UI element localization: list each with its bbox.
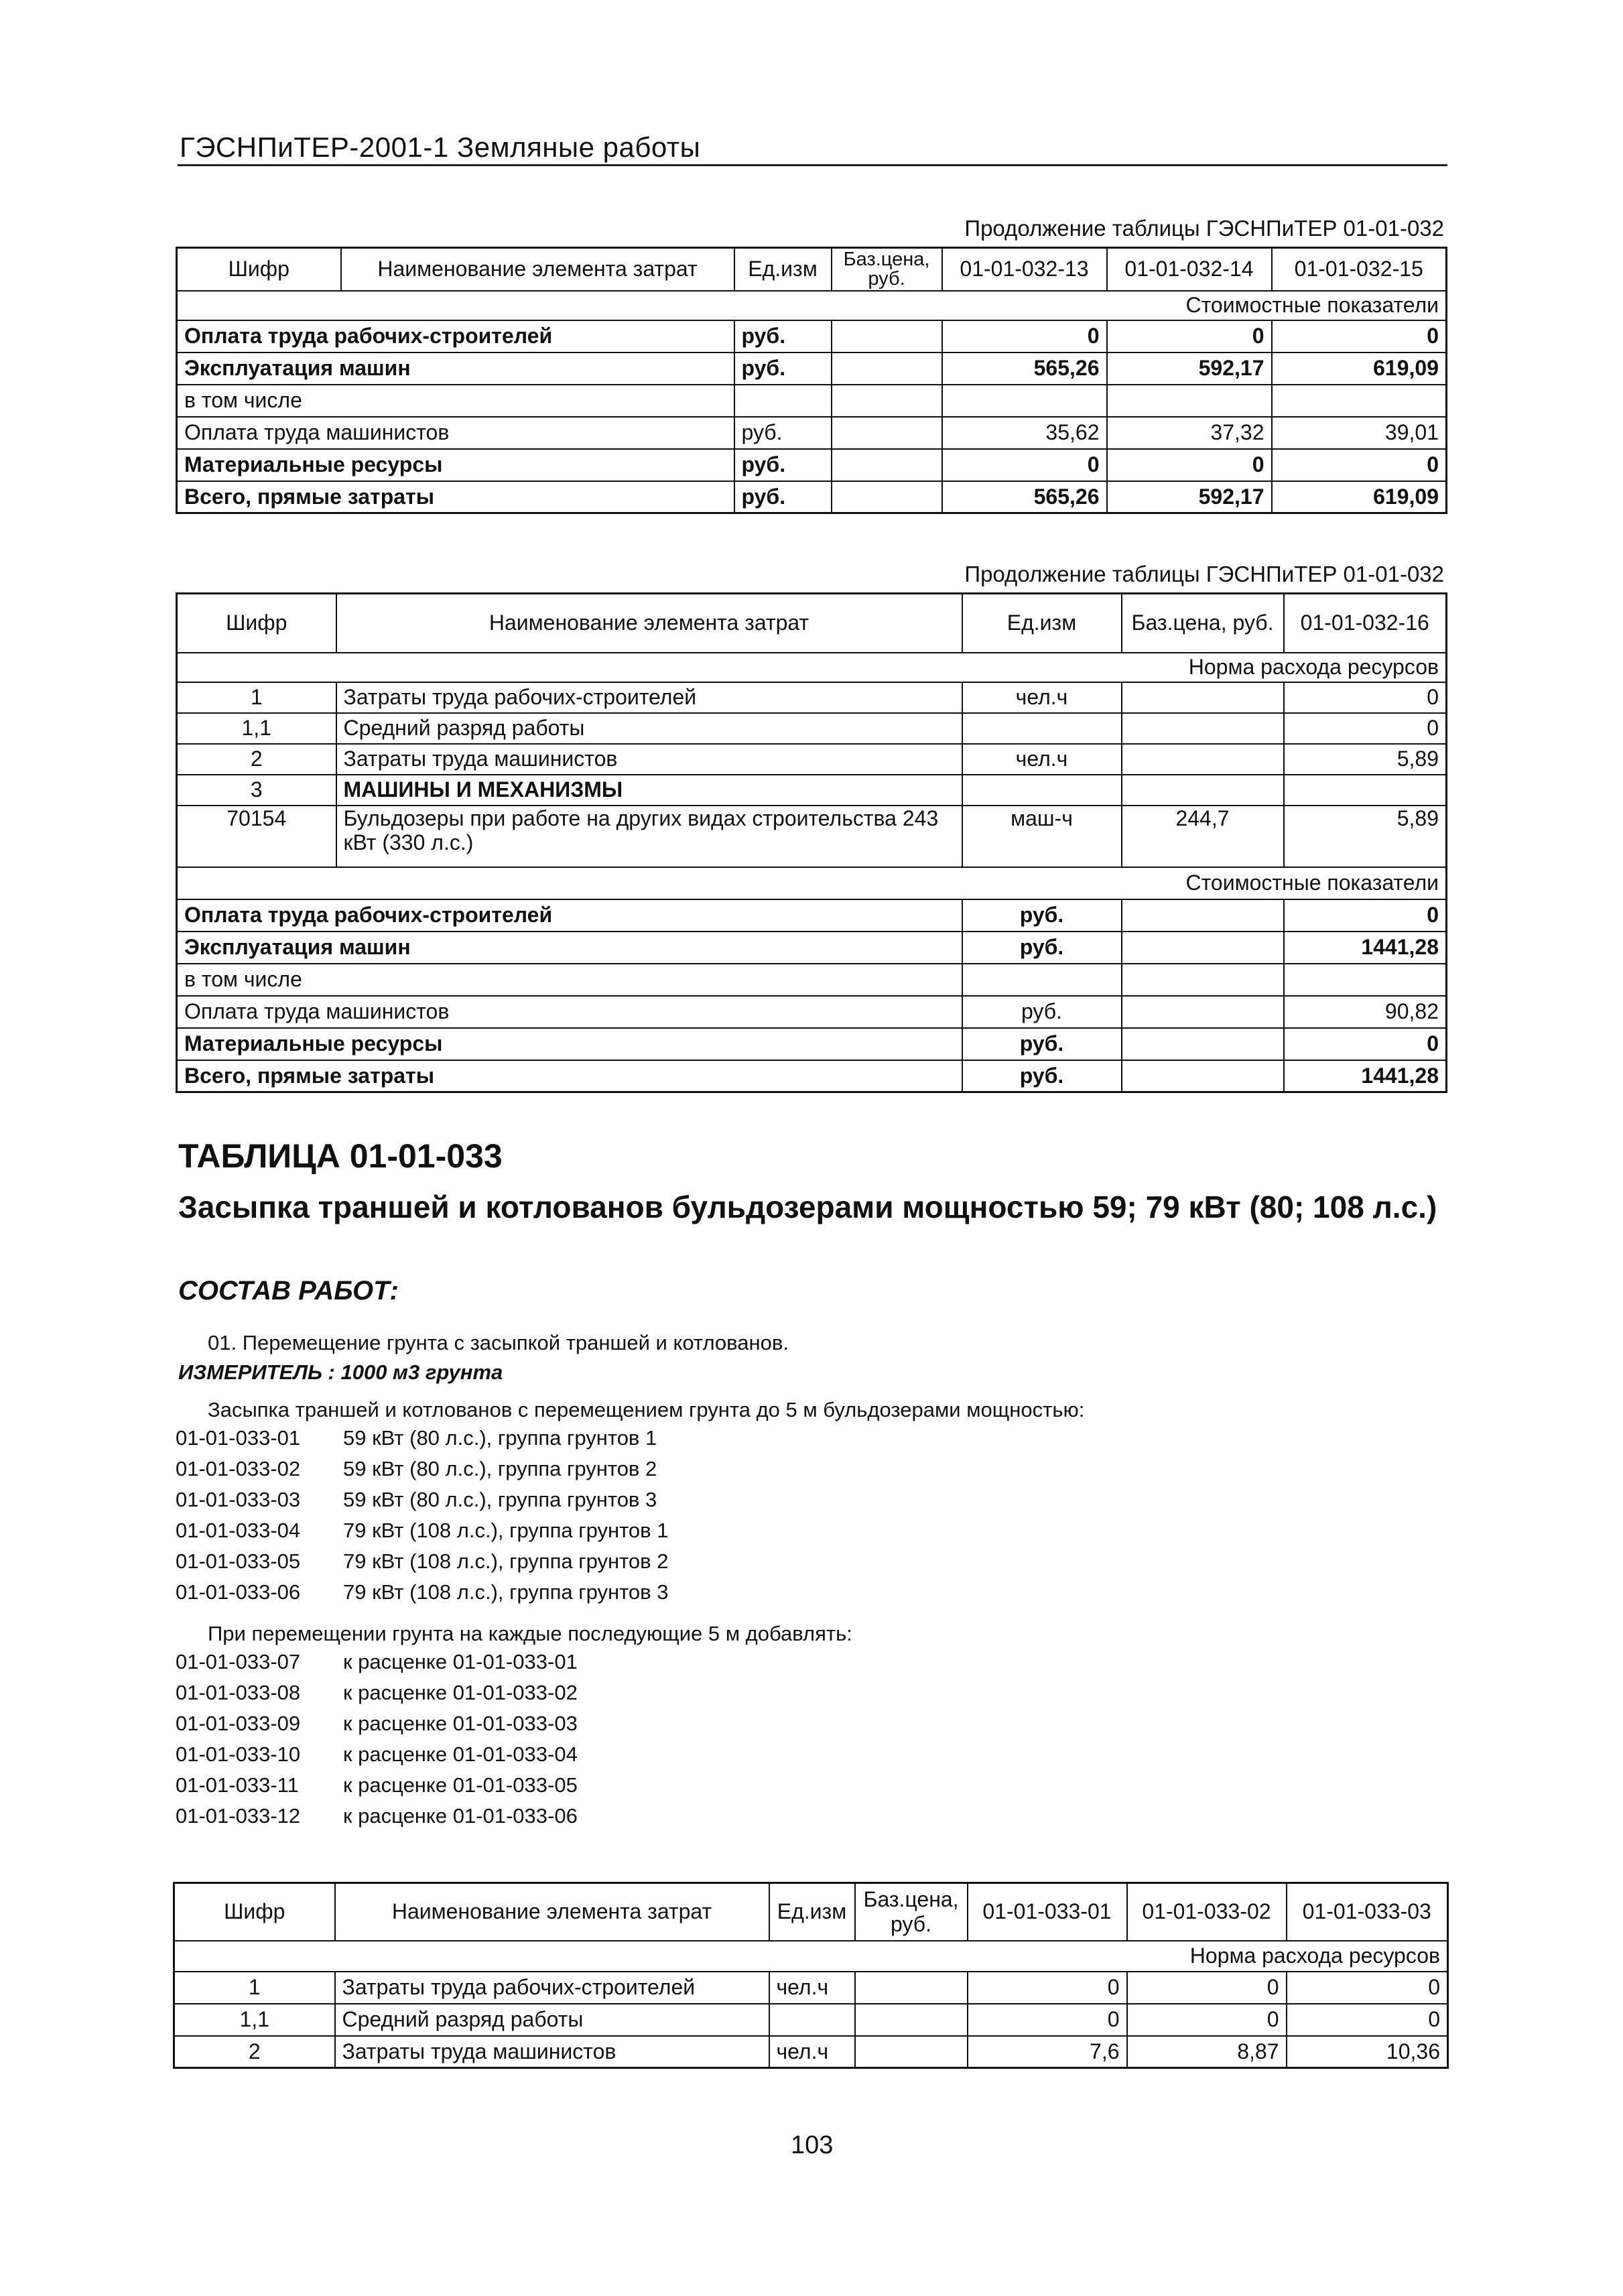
rate-code: 01-01-033-07 [176, 1650, 301, 1673]
row-base-price: 244,7 [1122, 806, 1284, 867]
row-value [1284, 775, 1447, 806]
rate-code: 01-01-033-05 [176, 1549, 301, 1573]
row-base-price [855, 2004, 968, 2036]
row-value: 0 [1272, 449, 1447, 481]
row-unit: руб. [734, 417, 832, 449]
row-base-price [832, 320, 942, 353]
row-unit: чел.ч [769, 1972, 855, 2004]
row-unit: руб. [962, 1060, 1122, 1092]
row-value: 0 [942, 449, 1107, 481]
list-item [176, 1742, 578, 1773]
col-header-name: Наименование элемента затрат [336, 594, 962, 653]
table-row [177, 744, 1447, 775]
row-label: Бульдозеры при работе на других видах строительства 243 кВт (330 л.с.) [336, 806, 962, 867]
row-label: МАШИНЫ И МЕХАНИЗМЫ [336, 775, 962, 806]
continuation-note-1: Продолжение таблицы ГЭСНПиТЕР 01-01-032 [964, 216, 1444, 241]
row-value: 0 [1272, 320, 1447, 353]
list-item [176, 1804, 578, 1835]
col-header-rate-03: 01-01-033-03 [1287, 1883, 1448, 1941]
col-header-rate-02: 01-01-033-02 [1127, 1883, 1287, 1941]
section-cost-indicators: Стоимостные показатели [177, 867, 1447, 899]
table-row [177, 713, 1447, 744]
col-header-base-price: Баз.цена, руб. [1122, 594, 1284, 653]
row-label: Затраты труда машинистов [336, 744, 962, 775]
row-base-price [1122, 713, 1284, 744]
row-label: Затраты труда рабочих-строителей [336, 682, 962, 713]
row-code: 1,1 [174, 2004, 335, 2036]
table-row [177, 806, 1447, 867]
row-unit: руб. [962, 932, 1122, 964]
col-header-code: Шифр [177, 594, 336, 653]
cost-table-032-16 [176, 592, 1447, 1093]
row-base-price [832, 417, 942, 449]
row-unit: руб. [734, 353, 832, 385]
table-row [177, 899, 1447, 932]
col-header-rate-01: 01-01-033-01 [968, 1883, 1127, 1941]
row-unit: руб. [734, 320, 832, 353]
row-code: 2 [174, 2036, 335, 2068]
col-header-base-price: Баз.цена, руб. [832, 248, 942, 291]
row-base-price [1122, 1060, 1284, 1092]
row-unit [962, 775, 1122, 806]
col-header-name: Наименование элемента затрат [341, 248, 734, 291]
row-value [1107, 385, 1272, 417]
row-value: 5,89 [1284, 806, 1447, 867]
row-unit: маш-ч [962, 806, 1122, 867]
row-base-price [855, 1972, 968, 2004]
section-cost-indicators: Стоимостные показатели [177, 291, 1447, 320]
table-title: ТАБЛИЦА 01-01-033 [178, 1137, 503, 1175]
row-unit: руб. [962, 899, 1122, 932]
rate-description: 79 кВт (108 л.с.), группа грунтов 2 [343, 1549, 669, 1573]
list-item [176, 1488, 669, 1519]
col-header-code: Шифр [174, 1883, 335, 1941]
col-header-rate-13: 01-01-032-13 [942, 248, 1107, 291]
row-value: 0 [1284, 1028, 1447, 1060]
table-row [174, 1972, 1448, 2004]
row-base-price [1122, 964, 1284, 996]
page-number: 103 [791, 2131, 834, 2159]
row-value: 39,01 [1272, 417, 1447, 449]
row-label: Оплата труда машинистов [177, 417, 734, 449]
table-row [177, 417, 1447, 449]
row-value: 0 [1284, 682, 1447, 713]
row-base-price [832, 481, 942, 513]
rate-description: к расценке 01-01-033-06 [343, 1804, 578, 1828]
list-item [176, 1712, 578, 1742]
section-resource-norms: Норма расхода ресурсов [174, 1941, 1448, 1972]
col-header-rate-15: 01-01-032-15 [1272, 248, 1447, 291]
section-resource-norms: Норма расхода ресурсов [177, 653, 1447, 682]
row-value: 7,6 [968, 2036, 1127, 2068]
row-label: Эксплуатация машин [177, 353, 734, 385]
rate-description: 59 кВт (80 л.с.), группа грунтов 3 [343, 1488, 657, 1511]
row-unit [769, 2004, 855, 2036]
intro-text-2: При перемещении грунта на каждые последующие 5 м добавлять: [208, 1622, 852, 1645]
rate-description: к расценке 01-01-033-05 [343, 1773, 578, 1797]
row-base-price [832, 353, 942, 385]
row-base-price [855, 2036, 968, 2068]
row-unit: руб. [962, 996, 1122, 1028]
table-row [177, 682, 1447, 713]
row-code: 1 [177, 682, 336, 713]
col-header-unit: Ед.изм [734, 248, 832, 291]
col-header-base-price: Баз.цена, руб. [855, 1883, 968, 1941]
row-value: 8,87 [1127, 2036, 1287, 2068]
col-header-name: Наименование элемента затрат [335, 1883, 769, 1941]
rate-description: к расценке 01-01-033-04 [343, 1742, 578, 1766]
row-value: 565,26 [942, 353, 1107, 385]
cost-table-032-13-15 [176, 247, 1447, 514]
row-value: 37,32 [1107, 417, 1272, 449]
row-value: 0 [1284, 899, 1447, 932]
table-row [177, 1028, 1447, 1060]
rate-description: 59 кВт (80 л.с.), группа грунтов 1 [343, 1426, 657, 1450]
row-value: 5,89 [1284, 744, 1447, 775]
table-row [177, 481, 1447, 513]
rate-description: к расценке 01-01-033-02 [343, 1681, 578, 1704]
row-value: 35,62 [942, 417, 1107, 449]
row-value: 1441,28 [1284, 932, 1447, 964]
table-row [177, 449, 1447, 481]
row-unit [962, 713, 1122, 744]
row-base-price [1122, 744, 1284, 775]
row-code: 2 [177, 744, 336, 775]
table-row [174, 2004, 1448, 2036]
row-unit: руб. [962, 1028, 1122, 1060]
row-value: 565,26 [942, 481, 1107, 513]
list-item [176, 1549, 669, 1580]
row-value: 10,36 [1287, 2036, 1448, 2068]
table-row [177, 353, 1447, 385]
rate-list-2 [176, 1650, 578, 1835]
row-value: 0 [1127, 2004, 1287, 2036]
row-code: 70154 [177, 806, 336, 867]
row-base-price [1122, 996, 1284, 1028]
row-code: 1,1 [177, 713, 336, 744]
list-item [176, 1773, 578, 1804]
row-value: 1441,28 [1284, 1060, 1447, 1092]
row-base-price [1122, 899, 1284, 932]
row-value: 0 [1107, 449, 1272, 481]
rate-code: 01-01-033-08 [176, 1681, 301, 1704]
rate-list-1 [176, 1426, 669, 1611]
row-unit [734, 385, 832, 417]
row-base-price [832, 449, 942, 481]
row-value [1272, 385, 1447, 417]
table-row [177, 964, 1447, 996]
row-value: 0 [1287, 1972, 1448, 2004]
row-label: в том числе [177, 964, 962, 996]
row-value: 0 [1287, 2004, 1448, 2036]
row-label: Всего, прямые затраты [177, 481, 734, 513]
col-header-unit: Ед.изм [769, 1883, 855, 1941]
row-unit [962, 964, 1122, 996]
row-code: 1 [174, 1972, 335, 2004]
row-label: Материальные ресурсы [177, 449, 734, 481]
row-value: 619,09 [1272, 353, 1447, 385]
row-label: Затраты труда машинистов [335, 2036, 769, 2068]
table-row [177, 1060, 1447, 1092]
col-header-rate-16: 01-01-032-16 [1284, 594, 1447, 653]
row-code: 3 [177, 775, 336, 806]
rate-description: 79 кВт (108 л.с.), группа грунтов 3 [343, 1580, 669, 1604]
rate-code: 01-01-033-02 [176, 1457, 301, 1480]
col-header-rate-14: 01-01-032-14 [1107, 248, 1272, 291]
resource-table-033-01-03 [173, 1882, 1449, 2069]
row-unit: чел.ч [962, 682, 1122, 713]
col-header-unit: Ед.изм [962, 594, 1122, 653]
row-value: 90,82 [1284, 996, 1447, 1028]
measure-unit: ИЗМЕРИТЕЛЬ : 1000 м3 грунта [178, 1360, 503, 1384]
table-row [177, 932, 1447, 964]
row-label: Материальные ресурсы [177, 1028, 962, 1060]
row-base-price [1122, 682, 1284, 713]
rate-code: 01-01-033-10 [176, 1742, 301, 1766]
running-header: ГЭСНПиТЕР-2001-1 Земляные работы [180, 131, 701, 163]
row-value [942, 385, 1107, 417]
list-item [176, 1519, 669, 1549]
rate-code: 01-01-033-03 [176, 1488, 301, 1511]
row-unit: руб. [734, 481, 832, 513]
row-value: 0 [1127, 1972, 1287, 2004]
list-item [176, 1580, 669, 1611]
header-rule [178, 164, 1447, 166]
rate-description: 59 кВт (80 л.с.), группа грунтов 2 [343, 1457, 657, 1480]
row-label: Всего, прямые затраты [177, 1060, 962, 1092]
row-value: 592,17 [1107, 353, 1272, 385]
row-unit: чел.ч [769, 2036, 855, 2068]
row-value: 0 [968, 1972, 1127, 2004]
rate-description: к расценке 01-01-033-01 [343, 1650, 578, 1673]
row-value: 619,09 [1272, 481, 1447, 513]
rate-code: 01-01-033-04 [176, 1519, 301, 1542]
works-title: СОСТАВ РАБОТ: [178, 1276, 399, 1305]
table-row [177, 385, 1447, 417]
rate-code: 01-01-033-11 [176, 1773, 299, 1797]
row-base-price [1122, 775, 1284, 806]
rate-code: 01-01-033-06 [176, 1580, 301, 1604]
row-unit: чел.ч [962, 744, 1122, 775]
row-value: 0 [942, 320, 1107, 353]
row-label: Средний разряд работы [335, 2004, 769, 2036]
row-value: 0 [1284, 713, 1447, 744]
row-label: Затраты труда рабочих-строителей [335, 1972, 769, 2004]
table-row [174, 2036, 1448, 2068]
row-base-price [1122, 1028, 1284, 1060]
work-item: 01. Перемещение грунта с засыпкой траншей и котлованов. [208, 1331, 789, 1354]
rate-description: 79 кВт (108 л.с.), группа грунтов 1 [343, 1519, 669, 1542]
rate-code: 01-01-033-01 [176, 1426, 301, 1450]
row-base-price [832, 385, 942, 417]
row-unit: руб. [734, 449, 832, 481]
list-item [176, 1681, 578, 1712]
col-header-code: Шифр [177, 248, 341, 291]
rate-description: к расценке 01-01-033-03 [343, 1712, 578, 1735]
table-subtitle: Засыпка траншей и котлованов бульдозерами мощностью 59; 79 кВт (80; 108 л.с.) [178, 1190, 1437, 1224]
continuation-note-2: Продолжение таблицы ГЭСНПиТЕР 01-01-032 [964, 562, 1444, 586]
row-label: Оплата труда машинистов [177, 996, 962, 1028]
row-base-price [1122, 932, 1284, 964]
list-item [176, 1426, 669, 1457]
row-label: Средний разряд работы [336, 713, 962, 744]
row-value: 592,17 [1107, 481, 1272, 513]
rate-code: 01-01-033-09 [176, 1712, 301, 1735]
row-value: 0 [1107, 320, 1272, 353]
list-item [176, 1457, 669, 1488]
table-row [177, 775, 1447, 806]
table-row [177, 996, 1447, 1028]
rate-code: 01-01-033-12 [176, 1804, 301, 1828]
row-label: Оплата труда рабочих-строителей [177, 320, 734, 353]
row-label: в том числе [177, 385, 734, 417]
table-row [177, 320, 1447, 353]
row-label: Оплата труда рабочих-строителей [177, 899, 962, 932]
row-label: Эксплуатация машин [177, 932, 962, 964]
intro-text-1: Засыпка траншей и котлованов с перемещением грунта до 5 м бульдозерами мощностью: [208, 1398, 1085, 1421]
list-item [176, 1650, 578, 1681]
row-value [1284, 964, 1447, 996]
row-value: 0 [968, 2004, 1127, 2036]
